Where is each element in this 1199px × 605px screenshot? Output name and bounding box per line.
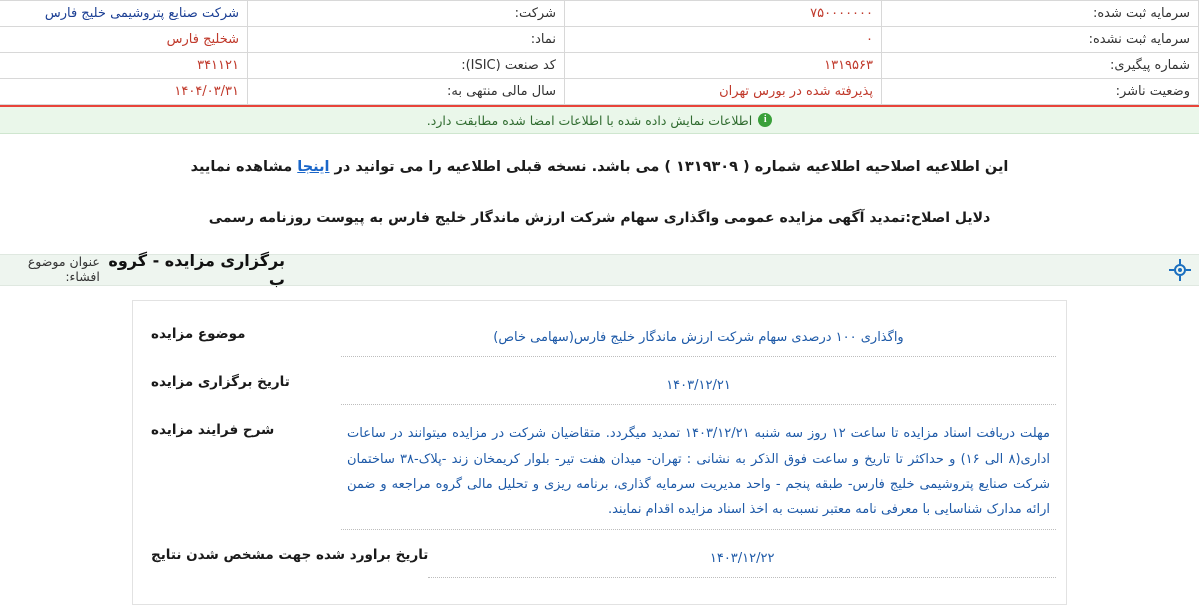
auction-subject-value: واگذاری ۱۰۰ درصدی سهام شرکت ارزش ماندگار خلیج فارس(سهامی خاص) xyxy=(341,325,1056,357)
info-cell-right-value xyxy=(0,27,248,53)
signature-match-notice-text: اطلاعات نمایش داده شده با اطلاعات امضا شده مطابقت دارد. xyxy=(426,112,753,128)
info-cell-left-label xyxy=(882,79,1199,105)
tracking-number-value: ۱۳۱۹۵۶۳ xyxy=(824,58,873,73)
info-cell-left-label xyxy=(882,53,1199,79)
detail-row xyxy=(143,546,1056,578)
info-cell-left-value xyxy=(565,79,882,105)
registered-capital-label: سرمایه ثبت شده: xyxy=(1092,6,1190,21)
issuer-status-value: پذیرفته شده در بورس تهران xyxy=(719,84,873,99)
info-cell-right-label xyxy=(248,27,565,53)
target-bullet-icon xyxy=(1171,261,1189,279)
symbol-value: شخلیج فارس xyxy=(166,32,239,47)
signature-match-notice xyxy=(0,105,1199,134)
isic-code-value: ۳۴۱۱۲۱ xyxy=(197,58,239,73)
correction-reason-text: تمدید آگهی مزایده عمومی واگذاری سهام شرکت ارزش ماندگار خلیج فارس به پیوست روزنامه رسمی xyxy=(208,210,906,227)
info-cell-right-label xyxy=(248,53,565,79)
company-info-table xyxy=(0,0,1199,105)
info-cell-left-label xyxy=(882,1,1199,27)
auction-details-card xyxy=(132,300,1067,605)
correction-statement-part1: این اطلاعیه اصلاحیه اطلاعیه شماره ( ۱۳۱۹۳۰۹ ) می باشد. نسخه قبلی اطلاعیه را می توانید در xyxy=(334,159,1009,175)
unregistered-capital-value: ۰ xyxy=(866,32,873,47)
auction-process-description-value: مهلت دریافت اسناد مزایده تا ساعت ۱۲ روز سه شنبه ۱۴۰۳/۱۲/۲۱ تمدید میگردد. متقاضیان شرکت در مزایده میتوانند در ساعات اداری(۸ الی ۱۶) و حداکثر تا تاریخ و ساعت فوق الذکر به نشانی : تهران- میدان هفت تیر- بلوار کریمخان زند -پلاک-۳۸ ساختمان شرکت صنایع پتروشیمی خلیج فارس- طبقه پنجم - واحد مدیریت سرمایه گذاری، برنامه ریزی و تحلیل مالی گروه مراجعه و ضمن ارائه مدارک شناسایی با معرفی نامه معتبر نسبت به اخذ اسناد مزایده اقدام نمایند. xyxy=(341,421,1056,529)
estimated-results-date-label: تاریخ براورد شده جهت مشخص شدن نتایج xyxy=(151,546,429,563)
info-cell-left-label xyxy=(882,27,1199,53)
estimated-results-date-value: ۱۴۰۳/۱۲/۲۲ xyxy=(428,546,1056,578)
info-row xyxy=(0,53,1199,79)
correction-statement xyxy=(0,134,1199,181)
auction-date-value: ۱۴۰۳/۱۲/۲۱ xyxy=(341,373,1056,405)
info-cell-right-label xyxy=(248,1,565,27)
registered-capital-value: ۷۵۰۰۰۰۰۰۰ xyxy=(810,6,873,21)
auction-subject-label: موضوع مزایده xyxy=(151,325,246,342)
isic-code-label: کد صنعت (ISIC): xyxy=(461,58,556,73)
page-title: برگزاری مزایده - گروه ب xyxy=(108,250,285,289)
previous-version-link[interactable]: اینجا xyxy=(297,159,330,175)
auction-date-label: تاریخ برگزاری مزایده xyxy=(151,373,290,390)
info-cell-right-label xyxy=(248,79,565,105)
page-title-label: عنوان موضوع افشاء: xyxy=(27,253,100,284)
tracking-number-label: شماره پیگیری: xyxy=(1110,58,1190,73)
fiscal-year-end-label: سال مالی منتهی به: xyxy=(446,84,556,99)
fiscal-year-end-value: ۱۴۰۴/۰۳/۳۱ xyxy=(174,84,239,99)
unregistered-capital-label: سرمایه ثبت نشده: xyxy=(1088,32,1190,47)
info-row xyxy=(0,27,1199,53)
correction-statement-part2: مشاهده نمایید xyxy=(190,159,293,175)
info-cell-left-value xyxy=(565,1,882,27)
auction-process-description-label: شرح فرایند مزایده xyxy=(151,422,275,439)
correction-reason-label: دلایل اصلاح: xyxy=(905,210,991,227)
issuer-status-label: وضعیت ناشر: xyxy=(1115,84,1190,99)
info-cell-left-value xyxy=(565,27,882,53)
info-row xyxy=(0,1,1199,27)
detail-row xyxy=(143,421,1056,529)
detail-row xyxy=(143,325,1056,357)
info-icon: i xyxy=(758,113,772,127)
info-cell-right-value xyxy=(0,79,248,105)
disclosure-title-bar xyxy=(0,250,1199,289)
info-cell-right-value xyxy=(0,53,248,79)
info-cell-left-value xyxy=(565,53,882,79)
info-row xyxy=(0,79,1199,105)
company-label: شرکت: xyxy=(514,6,556,21)
detail-row xyxy=(143,373,1056,405)
info-cell-right-value xyxy=(0,1,248,27)
symbol-label: نماد: xyxy=(530,32,556,47)
company-value: شرکت صنایع پتروشیمی خلیج فارس xyxy=(44,6,239,21)
correction-reason xyxy=(0,181,1199,233)
